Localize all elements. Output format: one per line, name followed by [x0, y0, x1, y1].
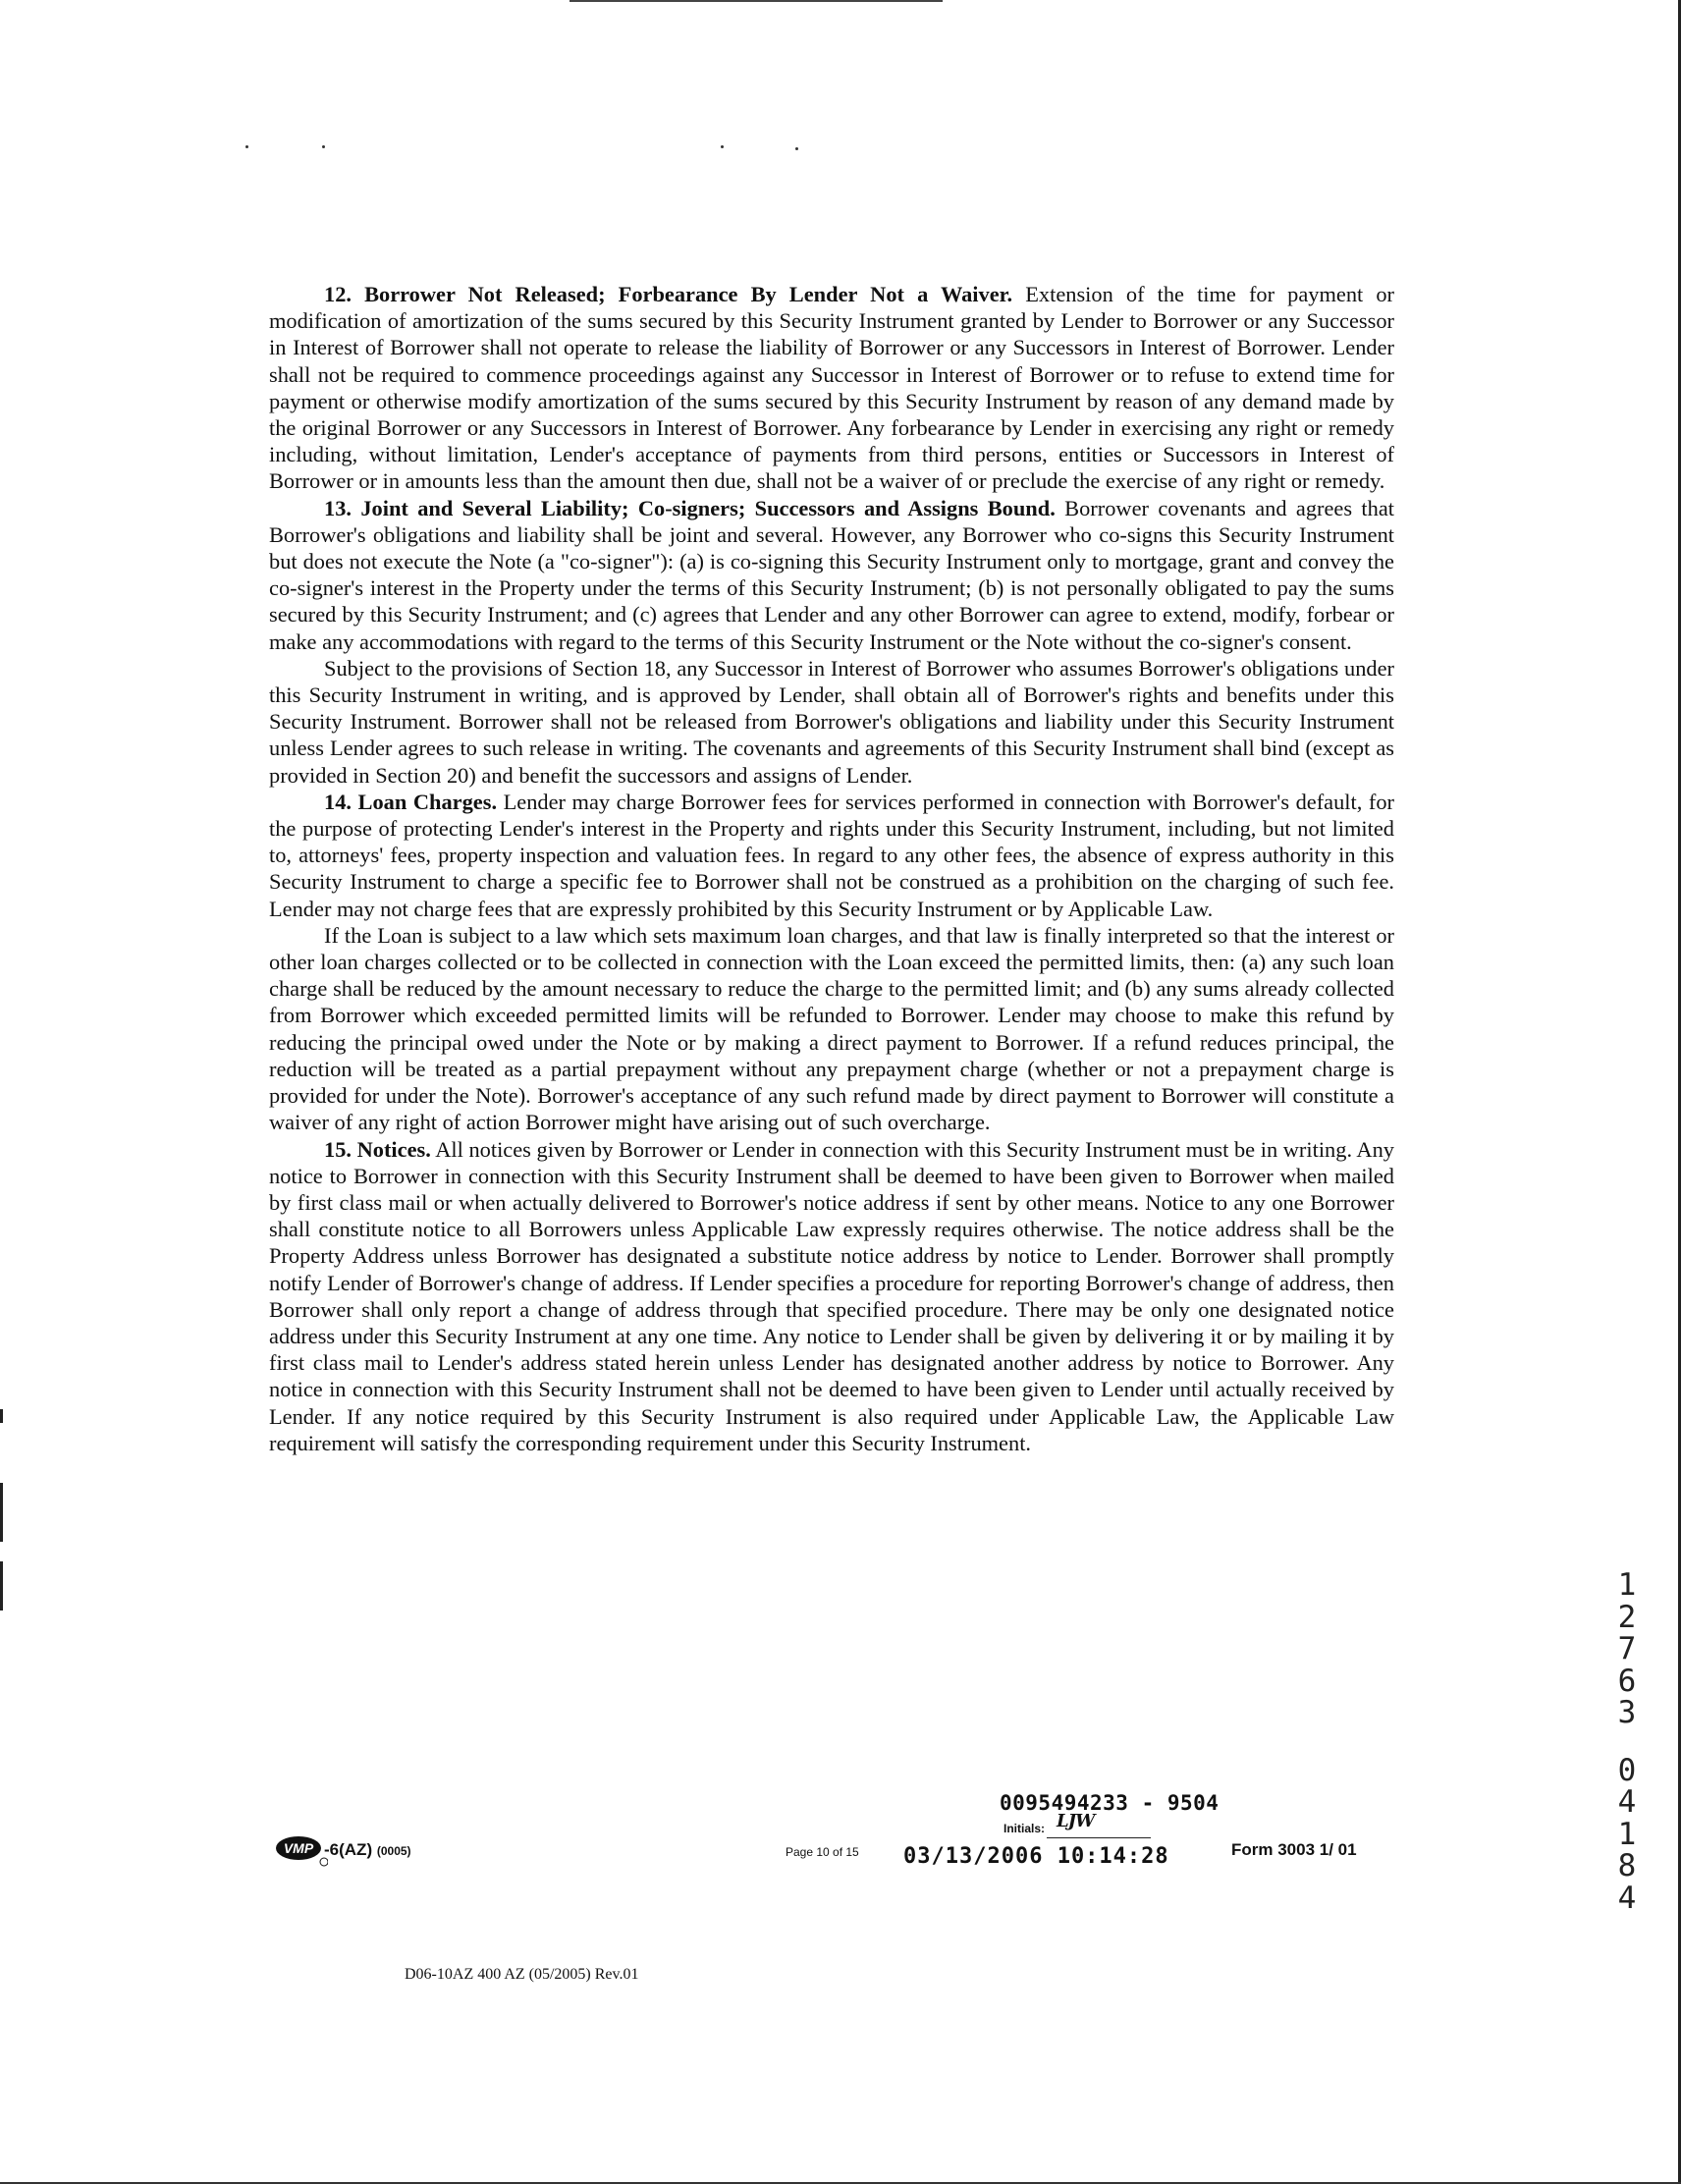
timestamp: 03/13/2006 10:14:28 — [903, 1844, 1169, 1869]
section-14-paragraph-2: If the Loan is subject to a law which sets maximum loan charges, and that law is finally interpreted so that the interest or other loan charges collected or to be collected in connection with the Loan exceed the permitted limits, then: (a) any such loan charge shall be reduced by the amount necessary to reduce the charge to the permitted limit; and (b) any sums already collected from Borrower which exceeded permitted limits will be refunded to Borrower. Lender may choose to make this refund by reducing the principal owed under the Note or by making a direct payment to Borrower. If a refund reduces principal, the reduction will be treated as a partial prepayment without any prepayment charge (whether or not a prepayment charge is provided for under the Note). Borrower's acceptance of any such refund made by direct payment to Borrower will constitute a waiver of any right of action Borrower might have arising out of such overcharge. — [269, 922, 1394, 1135]
stamp-digit: 2 — [1617, 1599, 1637, 1635]
section-12-text: Extension of the time for payment or modification of amortization of the sums secured by this Security Instrument granted by Lender to Borrower or any Successor in Interest of Borrower shall not operate to release the liability of Borrower or any Successors in Interest of Borrower. Lender shall not be required to commence proceedings against any Successor in Interest of Borrower or to refuse to extend time for payment or otherwise modify amortization of the sums secured by this Security Instrument by reason of any demand made by the original Borrower or any Successors in Interest of Borrower. Any forbearance by Lender in exercising any right or remedy including, without limitation, Lender's acceptance of payments from third persons, entities or Successors in Interest of Borrower or in amounts less than the amount then due, shall not be a waiver of or preclude the exercise of any right or remedy. — [269, 282, 1394, 494]
scan-artifact-dot — [245, 145, 248, 148]
section-12-heading: 12. Borrower Not Released; Forbearance By Lender Not a Waiver. — [324, 282, 1013, 306]
section-15-heading: 15. Notices. — [324, 1136, 431, 1162]
form-code — [324, 1840, 411, 1860]
section-15-text: All notices given by Borrower or Lender in connection with this Security Instrument must be in writing. Any notice to Borrower in connection with this Security Instrument shall be deemed to have been given to Borrower when mailed by first class mail or when actually delivered to Borrower's notice address if sent by other means. Notice to any one Borrower shall constitute notice to all Borrowers unless Applicable Law expressly requires otherwise. The notice address shall be the Property Address unless Borrower has designated a substitute notice address by notice to Lender. Borrower shall promptly notify Lender of Borrower's change of address. If Lender specifies a procedure for reporting Borrower's change of address, then Borrower shall only report a change of address through that specified procedure. There may be only one designated notice address under this Security Instrument at any one time. Any notice to Lender shall be given by delivering it or by mailing it by first class mail to Lender's address stated herein unless Lender has designated another address by notice to Borrower. Any notice in connection with this Security Instrument shall not be deemed to have been given to Lender until actually received by Lender. If any notice required by this Security Instrument is also required under Applicable Law, the Applicable Law requirement will satisfy the corresponding requirement under this Security Instrument. — [269, 1136, 1394, 1455]
scan-artifact-dot — [721, 145, 724, 148]
recording-stamp — [1610, 1569, 1644, 1914]
stamp-digit: 4 — [1617, 1784, 1637, 1820]
scan-artifact-dot — [322, 145, 325, 148]
section-13-text: Borrower covenants and agrees that Borrower's obligations and liability shall be joint and several. However, any Borrower who co-signs this Security Instrument but does not execute the Note (a "co-signer"): (a) is co-signing this Security Instrument only to mortgage, grant and convey the co-signer's interest in the Property under the terms of this Security Instrument; (b) is not personally obligated to pay the sums secured by this Security Instrument; and (c) agrees that Lender and any other Borrower can agree to extend, modify, forbear or make any accommodations with regard to the terms of this Security Instrument or the Note without the co-signer's consent. — [269, 495, 1394, 654]
stamp-digit: 4 — [1617, 1880, 1637, 1916]
page-number: Page 10 of 15 — [786, 1845, 859, 1859]
initials-signature: LJW — [1057, 1811, 1095, 1831]
stamp-digit: 0 — [1617, 1752, 1637, 1788]
stamp-digit: 1 — [1617, 1567, 1637, 1603]
section-12 — [269, 281, 1394, 495]
initials-line — [1047, 1837, 1151, 1838]
section-15 — [269, 1136, 1394, 1456]
form-code-suffix: (0005) — [376, 1844, 411, 1858]
scan-artifact-dot — [795, 147, 798, 150]
document-body — [269, 281, 1394, 1456]
scan-artifact-left-tick — [0, 1561, 3, 1611]
section-14-heading: 14. Loan Charges. — [324, 789, 498, 814]
vmp-logo-icon — [275, 1833, 328, 1867]
scan-artifact-left-tick — [0, 1409, 3, 1423]
document-id: D06-10AZ 400 AZ (05/2005) Rev.01 — [405, 1966, 639, 1983]
section-13 — [269, 495, 1394, 655]
stamp-digit: 3 — [1617, 1695, 1637, 1730]
scan-artifact-left-tick — [0, 1483, 3, 1542]
section-14-text: Lender may charge Borrower fees for services performed in connection with Borrower's default, for the purpose of protecting Lender's interest in the Property and rights under this Security Instrument, including, but not limited to, attorneys' fees, property inspection and valuation fees. In regard to any other fees, the absence of express authority in this Security Instrument to charge a specific fee to Borrower shall not be construed as a prohibition on the charging of such fee. Lender may not charge fees that are expressly prohibited by this Security Instrument or by Applicable Law. — [269, 789, 1394, 921]
vmp-logo-text: VMP — [283, 1840, 314, 1856]
stamp-digit: 8 — [1617, 1848, 1637, 1884]
form-number: Form 3003 1/ 01 — [1231, 1840, 1357, 1859]
form-code-main: -6(AZ) — [324, 1840, 373, 1859]
stamp-gap — [1610, 1729, 1644, 1755]
initials-label: Initials: — [1003, 1822, 1046, 1835]
stamp-digit: 1 — [1617, 1816, 1637, 1852]
section-13-paragraph-2: Subject to the provisions of Section 18, any Successor in Interest of Borrower who assumes Borrower's obligations under this Security Instrument in writing, and is approved by Lender, shall obtain all of Borrower's rights and benefits under this Security Instrument. Borrower shall not be released from Borrower's obligations and liability under this Security Instrument unless Lender agrees to such release in writing. The covenants and agreements of this Security Instrument shall bind (except as provided in Section 20) and benefit the successors and assigns of Lender. — [269, 655, 1394, 788]
section-13-heading: 13. Joint and Several Liability; Co-signers; Successors and Assigns Bound. — [324, 495, 1056, 520]
loan-number: 0095494233 - 9504 — [1000, 1791, 1220, 1815]
stamp-digit: 6 — [1617, 1663, 1637, 1699]
stamp-digit: 7 — [1617, 1631, 1637, 1666]
scan-artifact-top-line — [569, 0, 943, 2]
section-14 — [269, 789, 1394, 922]
